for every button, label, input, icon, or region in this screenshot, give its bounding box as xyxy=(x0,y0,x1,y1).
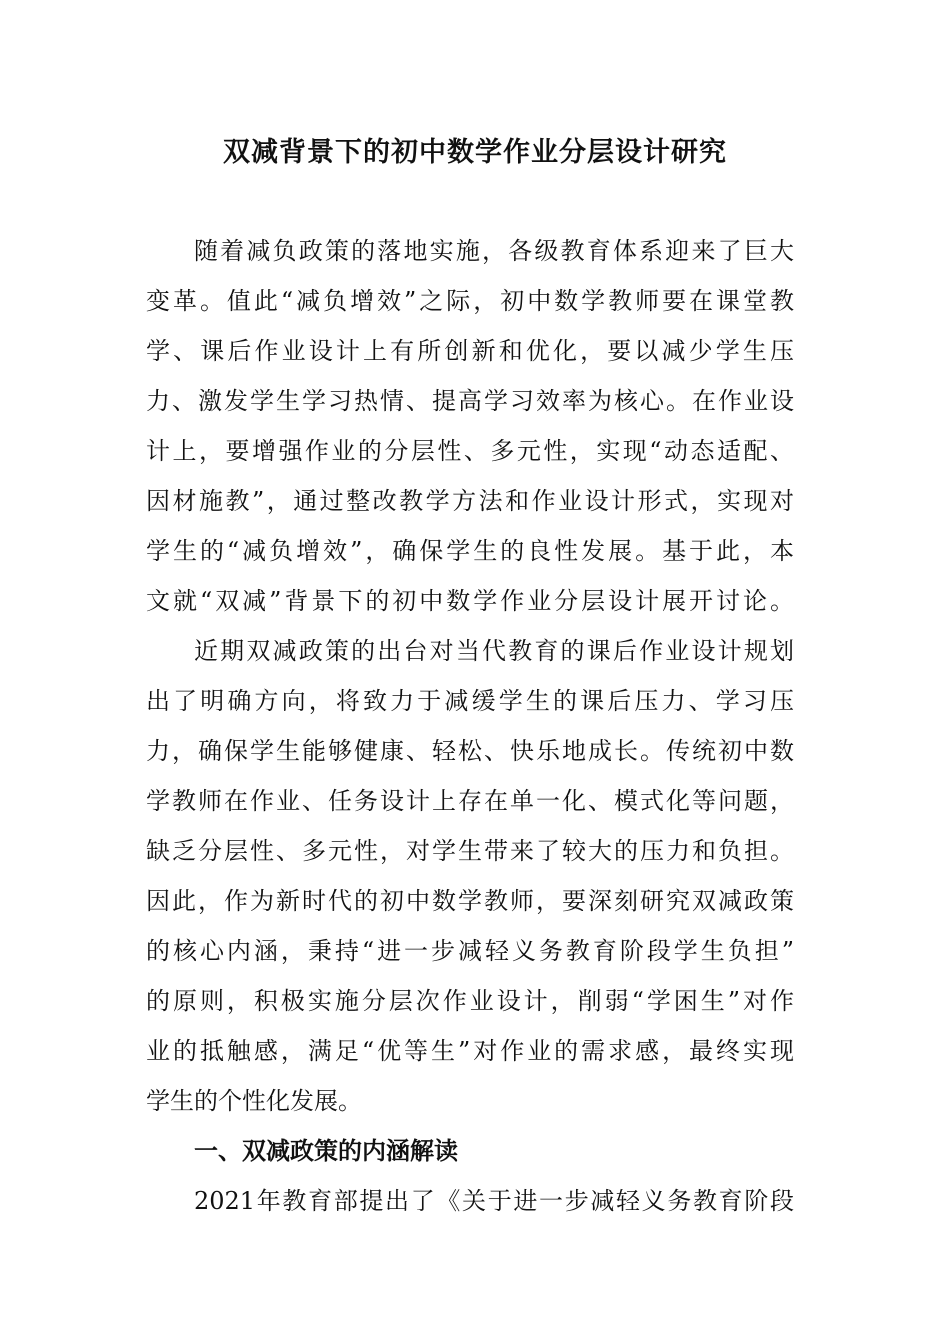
paragraph-3-line-1: 2021年教育部提出了《关于进一步减轻义务教育阶段 xyxy=(194,1187,794,1215)
paragraph-2-line-9: 业的抵触感，满足“优等生”对作业的需求感，最终实现 xyxy=(146,1037,794,1065)
paragraph-2-line-7: 的核心内涵，秉持“进一步减轻义务教育阶段学生负担” xyxy=(146,937,794,965)
paragraph-1-line-8: 文就“双减”背景下的初中数学作业分层设计展开讨论。 xyxy=(146,587,794,615)
paragraph-2-line-6: 因此，作为新时代的初中数学教师，要深刻研究双减政策 xyxy=(146,887,794,915)
document-body xyxy=(146,226,794,1226)
document-title: 双减背景下的初中数学作业分层设计研究 xyxy=(223,137,727,168)
paragraph-2-line-2: 出了明确方向，将致力于减缓学生的课后压力、学习压 xyxy=(146,687,794,715)
paragraph-2-line-1: 近期双减政策的出台对当代教育的课后作业设计规划 xyxy=(194,637,794,665)
paragraph-1-line-2: 变革。值此“减负增效”之际，初中数学教师要在课堂教 xyxy=(146,287,794,315)
paragraph-2-line-3: 力，确保学生能够健康、轻松、快乐地成长。传统初中数 xyxy=(146,737,794,765)
section-heading: 一、双减政策的内涵解读 xyxy=(194,1136,458,1165)
paragraph-1-line-1: 随着减负政策的落地实施，各级教育体系迎来了巨大 xyxy=(194,237,794,265)
paragraph-2-line-10: 学生的个性化发展。 xyxy=(146,1087,362,1115)
paragraph-1-line-4: 力、激发学生学习热情、提高学习效率为核心。在作业设 xyxy=(146,387,794,415)
paragraph-2-line-8: 的原则，积极实施分层次作业设计，削弱“学困生”对作 xyxy=(146,987,794,1015)
paragraph-1-line-5: 计上，要增强作业的分层性、多元性，实现“动态适配、 xyxy=(146,437,794,465)
paragraph-1-line-6: 因材施教”，通过整改教学方法和作业设计形式，实现对 xyxy=(146,487,794,515)
paragraph-1-line-3: 学、课后作业设计上有所创新和优化，要以减少学生压 xyxy=(146,337,794,365)
paragraph-2-line-4: 学教师在作业、任务设计上存在单一化、模式化等问题， xyxy=(146,787,794,815)
paragraph-1-line-7: 学生的“减负增效”，确保学生的良性发展。基于此，本 xyxy=(146,537,794,565)
paragraph-2-line-5: 缺乏分层性、多元性，对学生带来了较大的压力和负担。 xyxy=(146,837,794,865)
